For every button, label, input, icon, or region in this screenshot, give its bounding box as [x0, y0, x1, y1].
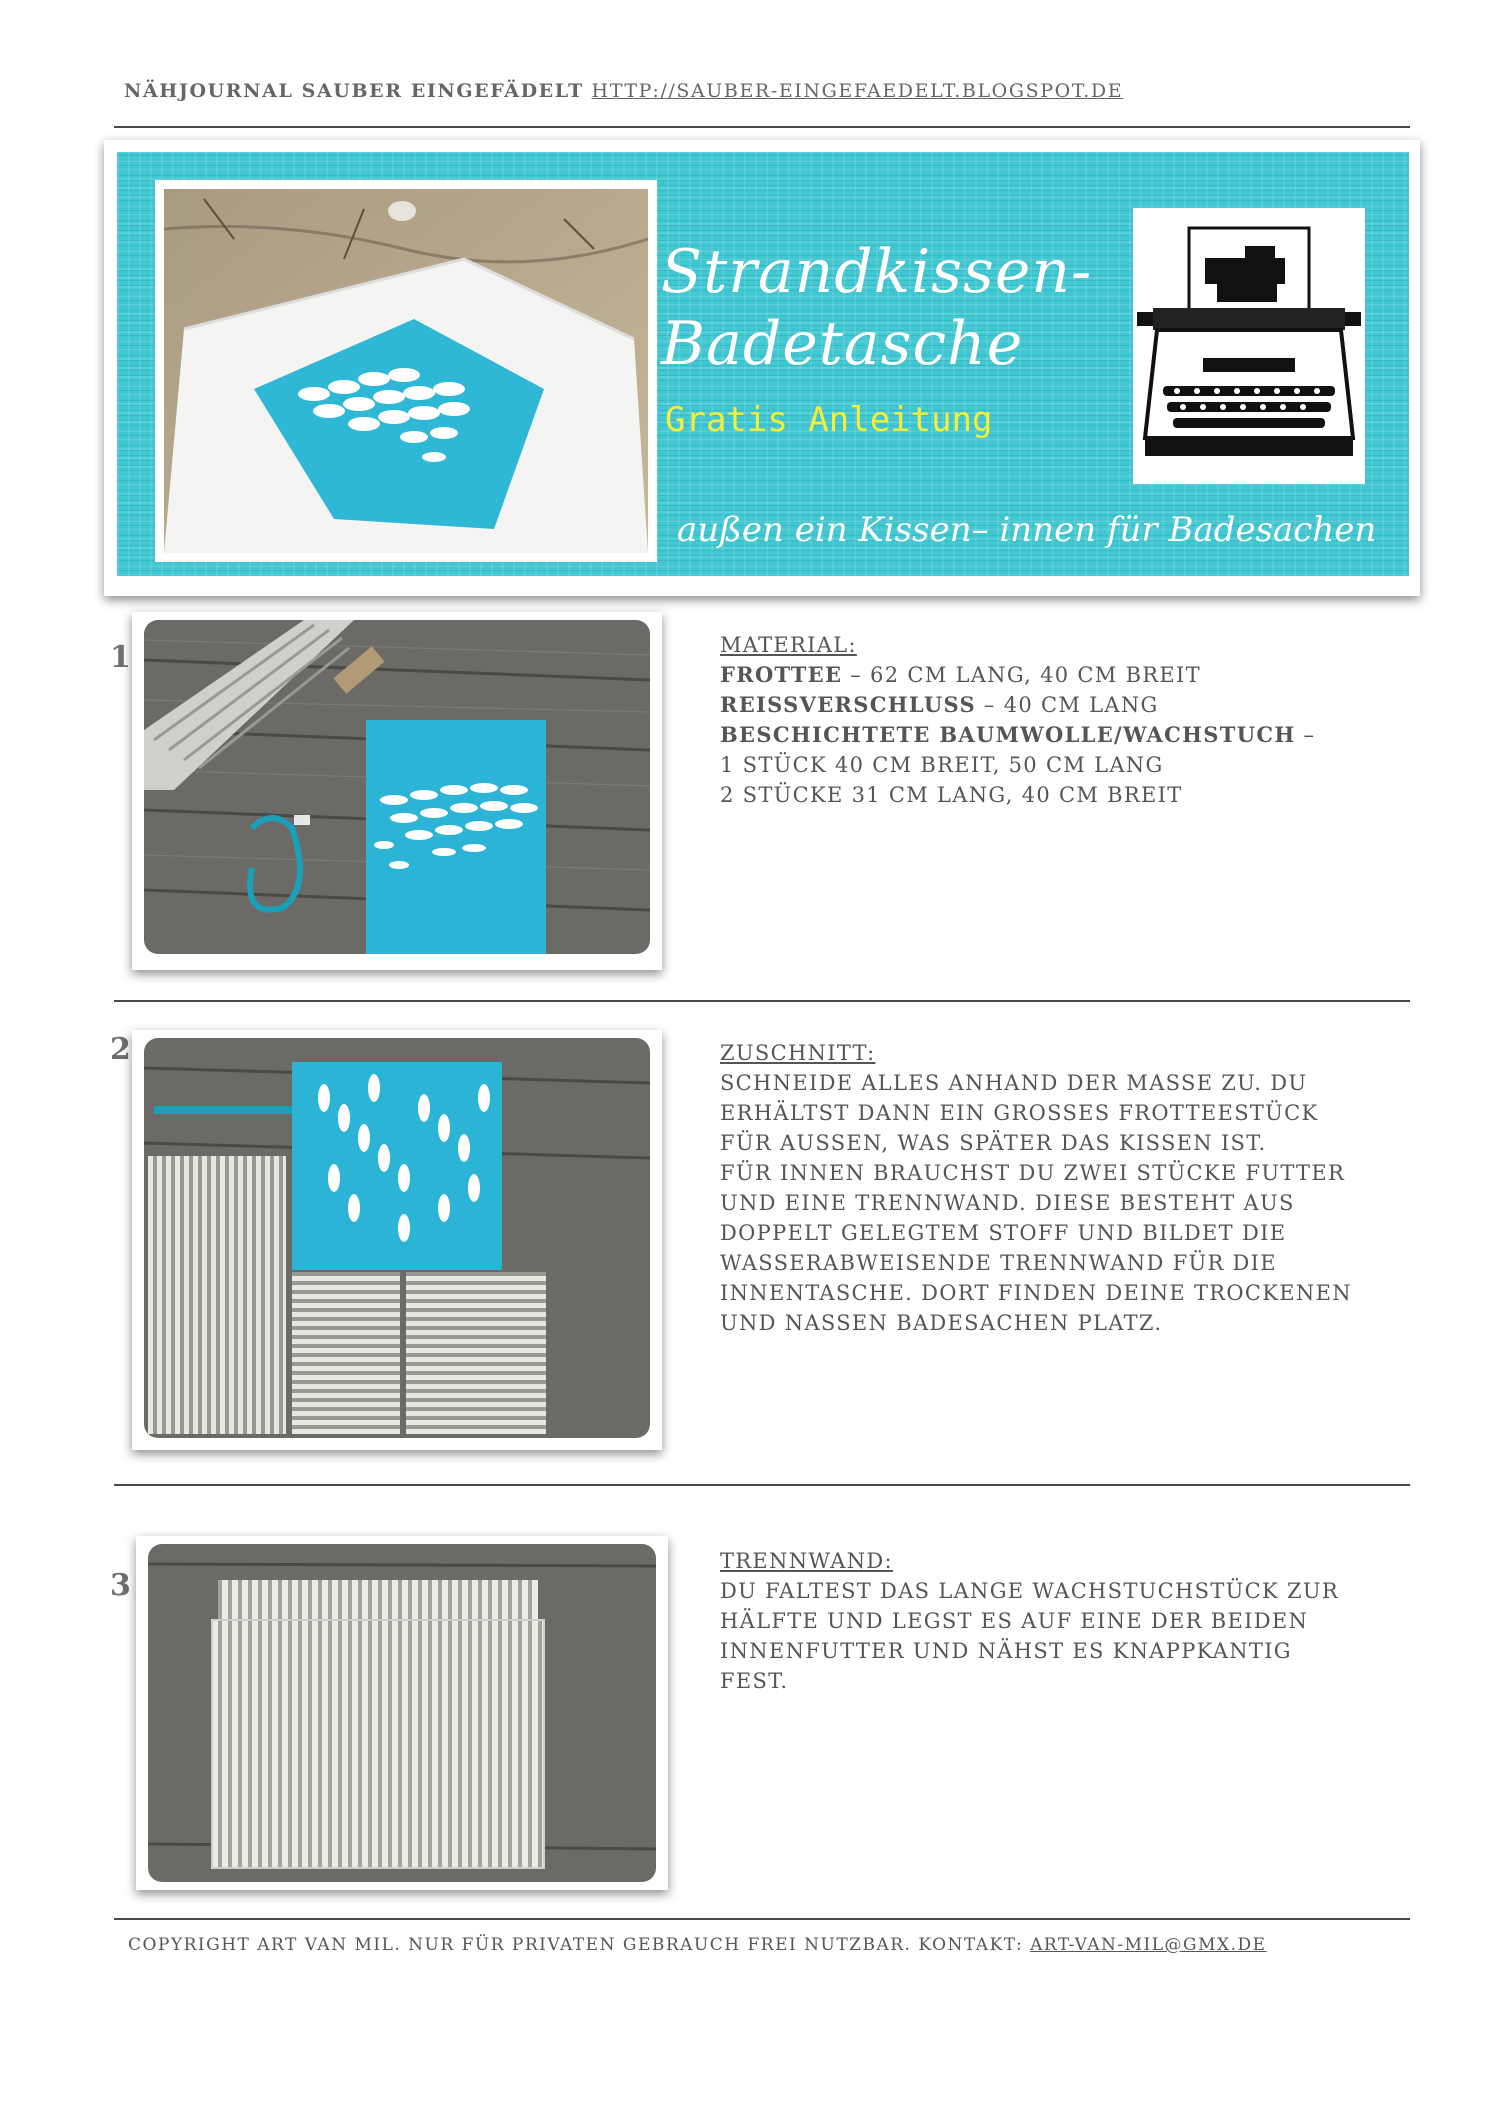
- step-2-divider: [114, 1484, 1410, 1486]
- step-3-text: [720, 1546, 1339, 1696]
- step-2-cut-pieces-photo: [144, 1038, 650, 1438]
- material-detail: 1 STÜCK 40 CM BREIT, 50 CM LANG: [720, 753, 1164, 777]
- step-2-line: UND NASSEN BADESACHEN PLATZ.: [720, 1311, 1163, 1335]
- step-1-text: [720, 630, 1315, 810]
- footer-divider: [114, 1918, 1410, 1920]
- banner-tagline: außen ein Kissen– innen für Badesachen: [677, 510, 1377, 550]
- step-1-heading: MATERIAL:: [720, 633, 857, 657]
- material-line: [720, 750, 1315, 780]
- step-1-materials-photo: [144, 620, 650, 954]
- header-divider: [114, 126, 1410, 128]
- contact-email-link[interactable]: ART-VAN-MIL@GMX.DE: [1030, 1935, 1267, 1955]
- step-3-line: HÄLFTE UND LEGST ES AUF EINE DER BEIDEN: [720, 1609, 1309, 1633]
- material-line: [720, 780, 1315, 810]
- title-banner: [117, 152, 1409, 576]
- journal-name: NÄHJOURNAL SAUBER EINGEFÄDELT: [124, 80, 584, 102]
- footer: [128, 1935, 1267, 1955]
- step-3-divider-photo: [148, 1544, 656, 1882]
- banner-title-line-2: Badetasche: [661, 309, 1024, 379]
- step-3-line: INNENFUTTER UND NÄHST ES KNAPPKANTIG: [720, 1639, 1292, 1663]
- step-3-heading: TRENNWAND:: [720, 1549, 893, 1573]
- copyright-text: COPYRIGHT ART VAN MIL. NUR FÜR PRIVATEN GEBRAUCH FREI NUTZBAR. KONTAKT:: [128, 1935, 1031, 1955]
- material-name: FROTTEE: [720, 662, 843, 687]
- material-detail: – 62 CM LANG, 40 CM BREIT: [842, 663, 1201, 687]
- material-line: [720, 690, 1315, 720]
- step-3-line: DU FALTEST DAS LANGE WACHSTUCHSTÜCK ZUR: [720, 1579, 1339, 1603]
- step-3-line: FEST.: [720, 1669, 789, 1693]
- step-3-number: 3: [110, 1568, 131, 1603]
- material-line: [720, 720, 1315, 750]
- step-2-line: UND EINE TRENNWAND. DIESE BESTEHT AUS: [720, 1191, 1295, 1215]
- step-2-number: 2: [110, 1032, 131, 1067]
- step-2-line: INNENTASCHE. DORT FINDEN DEINE TROCKENEN: [720, 1281, 1352, 1305]
- typewriter-icon: [1133, 208, 1365, 484]
- step-2-line: FÜR AUSSEN, WAS SPÄTER DAS KISSEN IST.: [720, 1131, 1267, 1155]
- material-name: BESCHICHTETE BAUMWOLLE/WACHSTUCH: [720, 722, 1296, 747]
- step-2-line: WASSERABWEISENDE TRENNWAND FÜR DIE: [720, 1251, 1277, 1275]
- step-2-line: ERHÄLTST DANN EIN GROSSES FROTTEESTÜCK: [720, 1101, 1319, 1125]
- material-line: [720, 660, 1315, 690]
- material-detail: –: [1295, 723, 1316, 747]
- material-name: REISSVERSCHLUSS: [720, 692, 976, 717]
- step-1-number: 1: [110, 640, 131, 675]
- page-header: [124, 80, 1123, 102]
- step-2-line: SCHNEIDE ALLES ANHAND DER MASSE ZU. DU: [720, 1071, 1308, 1095]
- banner-subtitle: Gratis Anleitung: [665, 400, 993, 440]
- beach-pillow-photo: [155, 180, 657, 562]
- step-2-line: DOPPELT GELEGTEM STOFF UND BILDET DIE: [720, 1221, 1287, 1245]
- step-2-line: FÜR INNEN BRAUCHST DU ZWEI STÜCKE FUTTER: [720, 1161, 1346, 1185]
- step-2-heading: ZUSCHNITT:: [720, 1041, 876, 1065]
- step-1-divider: [114, 1000, 1410, 1002]
- step-2-text: [720, 1038, 1352, 1338]
- material-detail: – 40 CM LANG: [975, 693, 1159, 717]
- banner-title-line-1: Strandkissen-: [661, 237, 1093, 307]
- banner-title: [661, 236, 1092, 380]
- material-detail: 2 STÜCKE 31 CM LANG, 40 CM BREIT: [720, 783, 1183, 807]
- blog-link[interactable]: HTTP://SAUBER-EINGEFAEDELT.BLOGSPOT.DE: [591, 80, 1124, 102]
